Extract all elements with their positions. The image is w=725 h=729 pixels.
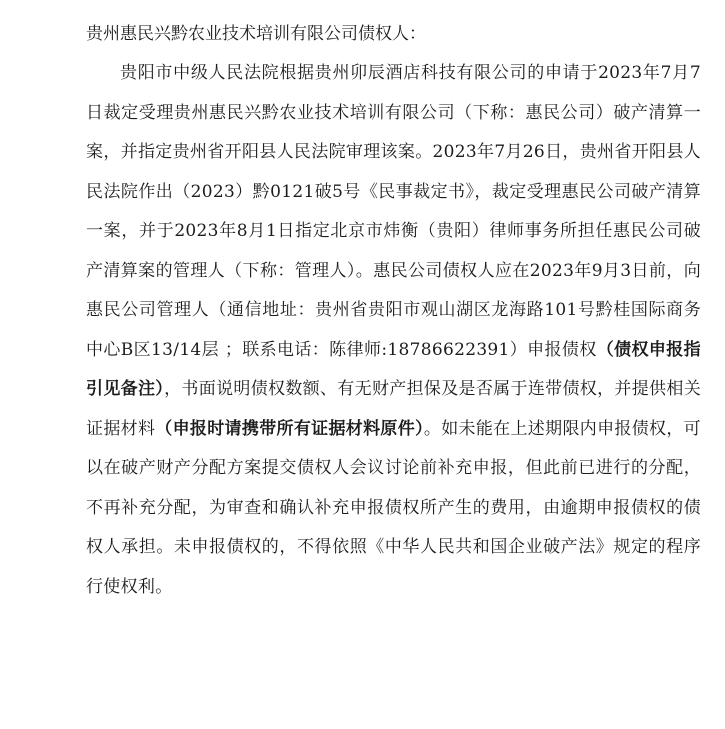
notice-paragraph (86, 54, 701, 607)
paragraph-text-3: 。如未能在上述期限内申报债权，可以在破产财产分配方案提交债权人会议讨论前补充申报，但此前已进行的分配，不再补充分配，为审查和确认补充申报债权所产生的费用，由逾期申报债权的债权人承担。未申报债权的，不得依照《中华人民共和国企业破产法》规定的程序行使权利。 (86, 418, 701, 597)
claim-guide-note: （债权申报指引见备注） (86, 339, 701, 399)
original-evidence-note: （申报时请携带所有证据材料原件） (155, 418, 424, 439)
paragraph-text-2: ，书面说明债权数额、有无财产担保及是否属于连带债权，并提供相关证据材料 (86, 379, 701, 439)
salutation: 贵州惠民兴黔农业技术培训有限公司债权人： (86, 24, 426, 44)
paragraph-text-1: 贵阳市中级人民法院根据贵州卯辰酒店科技有限公司的申请于2023年7月7日裁定受理贵州惠民兴黔农业技术培训有限公司（下称：惠民公司）破产清算一案，并指定贵州省开阳县人民法院审理该案。2023年7月26日，贵州省开阳县人民法院作出（2023）黔0121破5号《民事裁定书》，裁定受理惠民公司破产清算一案，并于2023年8月1日指定北京市炜衡（贵阳）律师事务所担任惠民公司破产清算案的管理人（下称：管理人）。惠民公司债权人应在2023年9月3日前，向惠民公司管理人（通信地址：贵州省贵阳市观山湖区龙海路101号黔桂国际商务中心B区13/14层 ；联系电话：陈律师:18786622391）申报债权 (86, 63, 701, 360)
